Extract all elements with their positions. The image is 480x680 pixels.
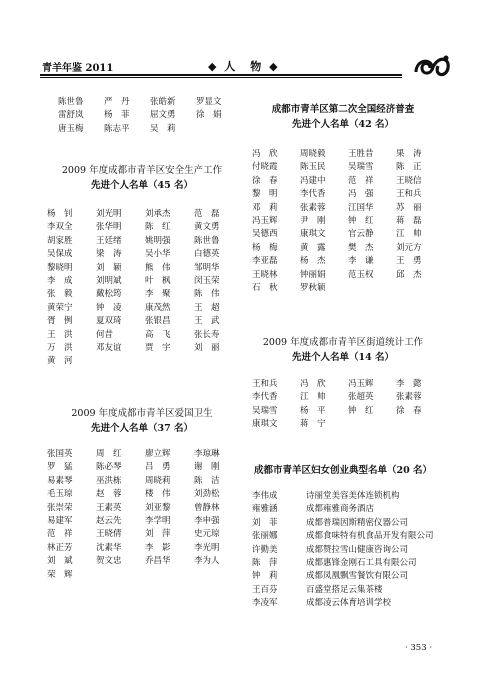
person-name: 黄文勇 bbox=[194, 222, 220, 233]
person-name: 赵 蓉 bbox=[96, 489, 122, 500]
name-row bbox=[47, 315, 243, 328]
name-row bbox=[47, 542, 243, 555]
person-name: 高 飞 bbox=[145, 329, 171, 340]
name-row bbox=[47, 355, 243, 368]
person-name: 张国英 bbox=[47, 449, 73, 459]
person-name: 黎晓明 bbox=[47, 262, 73, 273]
organization-name: 成都凌云体育培训学校 bbox=[306, 598, 392, 609]
person-name: 樊 杰 bbox=[348, 242, 374, 253]
name-row bbox=[252, 405, 444, 418]
person-name: 官云静 bbox=[348, 229, 374, 240]
person-name: 刘承杰 bbox=[145, 209, 171, 219]
person-name: 李代香 bbox=[300, 189, 326, 200]
name-row bbox=[252, 161, 444, 174]
name-row bbox=[47, 329, 243, 342]
health-section-heading bbox=[42, 406, 242, 436]
person-name: 周 红 bbox=[96, 449, 122, 459]
person-name: 张银昌 bbox=[145, 316, 171, 327]
person-name: 胡家胜 bbox=[47, 235, 73, 246]
person-name: 钟 红 bbox=[348, 405, 374, 416]
safety-subtitle: 先进个人名单（45 名） bbox=[90, 180, 194, 191]
yearbook-title: 青羊年鉴 2011 bbox=[42, 63, 114, 74]
entrepreneur-row bbox=[252, 544, 434, 557]
person-name: 雷舒岚 bbox=[58, 110, 84, 121]
name-row bbox=[252, 242, 444, 255]
page-number: · 353 · bbox=[405, 643, 433, 653]
person-name: 江国华 bbox=[348, 202, 374, 213]
name-row bbox=[252, 282, 444, 295]
person-name: 刘劲松 bbox=[194, 489, 220, 500]
name-row bbox=[252, 188, 444, 201]
person-name: 贾 宇 bbox=[145, 342, 171, 353]
person-name: 吴 莉 bbox=[150, 123, 176, 134]
person-name: 杨 菲 bbox=[104, 110, 130, 121]
person-name: 冯玉辉 bbox=[348, 379, 374, 389]
person-name: 钟 莉 bbox=[252, 571, 278, 582]
entrepreneur-row bbox=[252, 530, 434, 543]
person-name: 范 祥 bbox=[47, 529, 73, 540]
person-name: 范 祥 bbox=[348, 175, 374, 186]
person-name: 唐玉梅 bbox=[58, 123, 84, 134]
person-name: 刘 菲 bbox=[252, 517, 278, 528]
person-name: 王廷绪 bbox=[96, 235, 122, 246]
person-name: 沈素华 bbox=[96, 542, 122, 553]
name-row bbox=[47, 248, 243, 261]
person-name bbox=[196, 123, 242, 136]
person-name: 康琪文 bbox=[300, 229, 326, 240]
person-name: 梁 涛 bbox=[96, 249, 122, 260]
person-name: 廖立辉 bbox=[145, 449, 171, 459]
person-name: 陈 正 bbox=[396, 162, 422, 173]
person-name: 周晓莉 bbox=[145, 475, 171, 486]
person-name: 李 懿 bbox=[396, 379, 422, 389]
person-name: 谢 刚 bbox=[194, 462, 220, 473]
name-row bbox=[252, 215, 444, 228]
name-row bbox=[252, 418, 444, 431]
person-name: 陈 萍 bbox=[252, 557, 278, 568]
person-name: 张华明 bbox=[96, 222, 122, 233]
name-row bbox=[47, 262, 243, 275]
person-name: 冯玉辉 bbox=[252, 215, 278, 226]
person-name: 胥 例 bbox=[47, 316, 73, 327]
person-name: 邱 杰 bbox=[396, 269, 422, 280]
person-name: 杨 梅 bbox=[252, 242, 278, 253]
name-row bbox=[47, 235, 243, 248]
person-name: 荣 辉 bbox=[47, 569, 73, 580]
health-subtitle: 先进个人名单（37 名） bbox=[90, 423, 194, 434]
health-name-list bbox=[47, 448, 243, 582]
person-name: 李 影 bbox=[145, 542, 171, 553]
person-name bbox=[145, 355, 194, 368]
person-name: 王 武 bbox=[194, 316, 220, 327]
person-name: 范 磊 bbox=[194, 209, 220, 219]
person-name: 罗秋颖 bbox=[300, 282, 326, 293]
person-name: 李光明 bbox=[194, 542, 220, 553]
person-name: 张素蓉 bbox=[396, 392, 422, 403]
name-row bbox=[47, 288, 243, 301]
person-name: 冯 欣 bbox=[252, 149, 278, 159]
person-name: 李琼琳 bbox=[194, 449, 220, 459]
name-row bbox=[47, 515, 243, 528]
person-name: 王 勇 bbox=[396, 256, 422, 267]
person-name: 刘元方 bbox=[396, 242, 422, 253]
person-name: 钟 凌 bbox=[96, 302, 122, 313]
person-name: 李代香 bbox=[252, 392, 278, 403]
person-name: 李 谦 bbox=[348, 256, 374, 267]
person-name: 王素英 bbox=[96, 502, 122, 513]
person-name bbox=[96, 355, 145, 368]
name-row bbox=[47, 221, 243, 234]
person-name: 陈 红 bbox=[145, 222, 171, 233]
person-name: 张皓新 bbox=[150, 97, 176, 107]
person-name: 罗 猛 bbox=[47, 462, 73, 473]
person-name: 付晓霞 bbox=[252, 162, 278, 173]
name-row bbox=[252, 148, 444, 161]
person-name: 王晓林 bbox=[252, 269, 278, 280]
person-name: 李伟成 bbox=[252, 491, 278, 501]
person-name: 蒋 宁 bbox=[300, 419, 326, 430]
person-name: 吴小华 bbox=[145, 249, 171, 260]
person-name: 张长寿 bbox=[194, 329, 220, 340]
organization-name: 诗丽堂美容美体连锁机构 bbox=[306, 491, 400, 501]
person-name: 陈志平 bbox=[104, 123, 130, 134]
person-name: 石 秋 bbox=[252, 282, 278, 293]
swirl-logo-icon bbox=[412, 50, 452, 82]
organization-name: 成都食味特有机食品开发有限公司 bbox=[306, 531, 434, 542]
person-name: 冯 强 bbox=[348, 189, 374, 200]
person-name: 果 涛 bbox=[396, 149, 422, 159]
safety-section-heading bbox=[42, 163, 242, 193]
name-row bbox=[58, 123, 242, 136]
person-name: 陈 洁 bbox=[194, 475, 220, 486]
person-name: 叶 枫 bbox=[145, 275, 171, 286]
person-name: 江 帅 bbox=[396, 229, 422, 240]
person-name: 张丽娜 bbox=[252, 531, 278, 542]
person-name: 陈世鲁 bbox=[194, 235, 220, 246]
person-name: 黄荣宁 bbox=[47, 302, 73, 313]
person-name: 何昔 bbox=[96, 329, 114, 340]
person-name bbox=[96, 569, 145, 582]
women-entrepreneur-list bbox=[252, 490, 434, 611]
person-name: 吴瑞雪 bbox=[348, 162, 374, 173]
name-row bbox=[47, 302, 243, 315]
women-title: 成都市青羊区妇女创业典型名单（20 名） bbox=[253, 465, 433, 476]
person-name: 陈世鲁 bbox=[58, 97, 84, 107]
person-name: 范玉权 bbox=[348, 269, 374, 280]
person-name: 邹明华 bbox=[194, 262, 220, 273]
street-title: 2009 年度成都市青羊区街道统计工作 bbox=[262, 337, 424, 348]
person-name: 王晓倩 bbox=[96, 529, 122, 540]
person-name: 黄 露 bbox=[300, 242, 326, 253]
name-row bbox=[252, 175, 444, 188]
person-name: 李凌军 bbox=[252, 598, 278, 609]
person-name: 张超英 bbox=[348, 392, 374, 403]
person-name: 熊 伟 bbox=[145, 262, 171, 273]
person-name: 钟丽娟 bbox=[300, 269, 326, 280]
person-name: 吕 勇 bbox=[145, 462, 171, 473]
person-name: 李 成 bbox=[47, 275, 73, 286]
organization-name: 成都雍雅商务酒店 bbox=[306, 504, 375, 515]
person-name: 陈玉民 bbox=[300, 162, 326, 173]
person-name: 王 洪 bbox=[47, 329, 73, 340]
name-row bbox=[252, 269, 444, 282]
section-title: ◆ 人 物 ◆ bbox=[208, 60, 280, 73]
safety-title: 2009 年度成都市青羊区安全生产工作 bbox=[61, 165, 223, 176]
person-name: 刘明斌 bbox=[96, 275, 122, 286]
person-name: 史元琼 bbox=[194, 529, 220, 540]
person-name: 黄 河 bbox=[47, 356, 73, 367]
person-name: 刘 颖 bbox=[96, 262, 122, 273]
safety-name-list bbox=[47, 208, 243, 369]
person-name: 尹 刚 bbox=[300, 215, 326, 226]
person-name: 蒋 磊 bbox=[396, 215, 422, 226]
person-name: 李为人 bbox=[194, 556, 220, 567]
name-row bbox=[47, 275, 243, 288]
person-name: 徐 春 bbox=[252, 175, 278, 186]
name-row bbox=[47, 528, 243, 541]
name-row bbox=[252, 391, 444, 404]
name-row bbox=[47, 342, 243, 355]
organization-name: 百盛堂搭足云集茶楼 bbox=[306, 584, 383, 595]
person-name: 林正芳 bbox=[47, 542, 73, 553]
name-row bbox=[47, 208, 243, 221]
person-name: 赵云先 bbox=[96, 515, 122, 526]
person-name bbox=[348, 418, 396, 431]
person-name: 陈 伟 bbox=[194, 289, 220, 300]
name-row bbox=[47, 555, 243, 568]
header-rule bbox=[40, 74, 402, 76]
person-name bbox=[396, 418, 444, 431]
name-row bbox=[252, 378, 444, 391]
entrepreneur-row bbox=[252, 570, 434, 583]
person-name: 钟 红 bbox=[348, 215, 374, 226]
person-name: 王百芬 bbox=[252, 584, 278, 595]
person-name: 闵玉荣 bbox=[194, 275, 220, 286]
person-name: 李亚磊 bbox=[252, 256, 278, 267]
person-name: 贺文忠 bbox=[96, 556, 122, 567]
continued-name-list bbox=[58, 96, 242, 136]
person-name: 张 毅 bbox=[47, 289, 73, 300]
health-title: 2009 年度成都市青羊区爱国卫生 bbox=[71, 408, 213, 419]
person-name: 王和兵 bbox=[252, 379, 278, 389]
person-name: 黎 明 bbox=[252, 189, 278, 200]
person-name: 冯 欣 bbox=[300, 379, 326, 389]
census-section-heading bbox=[238, 102, 448, 132]
person-name: 曾静林 bbox=[194, 502, 220, 513]
person-name: 徐 春 bbox=[396, 405, 422, 416]
person-name: 杨 钊 bbox=[47, 209, 73, 219]
person-name: 楼 伟 bbox=[145, 489, 171, 500]
entrepreneur-row bbox=[252, 503, 434, 516]
person-name: 李 聚 bbox=[145, 289, 171, 300]
person-name: 易素琴 bbox=[47, 475, 73, 486]
person-name: 乔昌华 bbox=[145, 556, 171, 567]
person-name: 毛玉琼 bbox=[47, 489, 73, 500]
name-row bbox=[47, 502, 243, 515]
name-row bbox=[252, 202, 444, 215]
name-row bbox=[47, 569, 243, 582]
organization-name: 成都赞拉雪山健康咨询公司 bbox=[306, 544, 409, 555]
person-name: 邓友谊 bbox=[96, 342, 122, 353]
name-row bbox=[47, 475, 243, 488]
person-name: 吴德西 bbox=[252, 229, 278, 240]
person-name: 王和兵 bbox=[396, 189, 422, 200]
person-name: 李学明 bbox=[145, 515, 171, 526]
person-name: 巫洪栋 bbox=[96, 475, 122, 486]
entrepreneur-row bbox=[252, 557, 434, 570]
street-name-list bbox=[252, 378, 444, 432]
page-header bbox=[40, 56, 440, 76]
organization-name: 成都凤凰飘雪餐饮有限公司 bbox=[306, 571, 409, 582]
person-name: 刘 丽 bbox=[194, 342, 220, 353]
person-name: 苏 丽 bbox=[396, 202, 422, 213]
entrepreneur-row bbox=[252, 584, 434, 597]
person-name: 王胜昔 bbox=[348, 149, 374, 159]
header-rule-thin bbox=[40, 77, 402, 78]
name-row bbox=[47, 448, 243, 461]
person-name: 严 丹 bbox=[104, 97, 130, 107]
person-name: 易建军 bbox=[47, 515, 73, 526]
person-name: 万 洪 bbox=[47, 342, 73, 353]
person-name: 康茂然 bbox=[145, 302, 171, 313]
person-name: 刘光明 bbox=[96, 209, 122, 219]
person-name: 许勤美 bbox=[252, 544, 278, 555]
person-name: 陈必琴 bbox=[96, 462, 122, 473]
name-row bbox=[58, 109, 242, 122]
person-name: 刘 萍 bbox=[145, 529, 171, 540]
person-name: 杨 平 bbox=[300, 405, 326, 416]
census-subtitle: 先进个人名单（42 名） bbox=[291, 119, 395, 130]
name-row bbox=[252, 228, 444, 241]
person-name: 刘亚黎 bbox=[145, 502, 171, 513]
person-name: 王晓信 bbox=[396, 175, 422, 186]
person-name: 夏双琦 bbox=[96, 316, 122, 327]
census-name-list bbox=[252, 148, 444, 295]
entrepreneur-row bbox=[252, 517, 434, 530]
person-name: 冯建中 bbox=[300, 175, 326, 186]
person-name: 康琪文 bbox=[252, 419, 278, 430]
person-name: 屈文勇 bbox=[150, 110, 176, 121]
name-row bbox=[47, 461, 243, 474]
person-name: 罗显文 bbox=[196, 97, 222, 107]
person-name: 周晓毅 bbox=[300, 149, 326, 159]
person-name bbox=[348, 282, 396, 295]
organization-name: 成都普瑞因斯精密仪器公司 bbox=[306, 517, 409, 528]
person-name: 雍雅涵 bbox=[252, 504, 278, 515]
person-name: 江 帅 bbox=[300, 392, 326, 403]
person-name: 姚明强 bbox=[145, 235, 171, 246]
entrepreneur-row bbox=[252, 490, 434, 503]
person-name: 白德英 bbox=[194, 249, 220, 260]
person-name bbox=[145, 569, 194, 582]
name-row bbox=[47, 488, 243, 501]
organization-name: 成都惠锋金刚石工具有限公司 bbox=[306, 557, 417, 568]
person-name: 杨 杰 bbox=[300, 256, 326, 267]
person-name bbox=[194, 355, 243, 368]
person-name: 戴松筠 bbox=[96, 289, 122, 300]
street-subtitle: 先进个人名单（14 名） bbox=[291, 352, 395, 363]
street-section-heading bbox=[238, 335, 448, 365]
person-name bbox=[194, 569, 243, 582]
women-section-heading bbox=[238, 463, 448, 478]
entrepreneur-row bbox=[252, 597, 434, 610]
person-name: 张素蓉 bbox=[300, 202, 326, 213]
person-name: 张崇荣 bbox=[47, 502, 73, 513]
person-name: 邓 莉 bbox=[252, 202, 278, 213]
person-name: 李申强 bbox=[194, 515, 220, 526]
person-name: 李双全 bbox=[47, 222, 73, 233]
person-name: 吴瑞雪 bbox=[252, 405, 278, 416]
name-row bbox=[58, 96, 242, 109]
person-name: 刘 斌 bbox=[47, 556, 73, 567]
person-name: 吴保成 bbox=[47, 249, 73, 260]
census-title: 成都市青羊区第二次全国经济普查 bbox=[271, 104, 415, 115]
name-row bbox=[252, 255, 444, 268]
person-name: 王 超 bbox=[194, 302, 220, 313]
person-name: 徐 娟 bbox=[196, 110, 222, 121]
person-name bbox=[396, 282, 444, 295]
